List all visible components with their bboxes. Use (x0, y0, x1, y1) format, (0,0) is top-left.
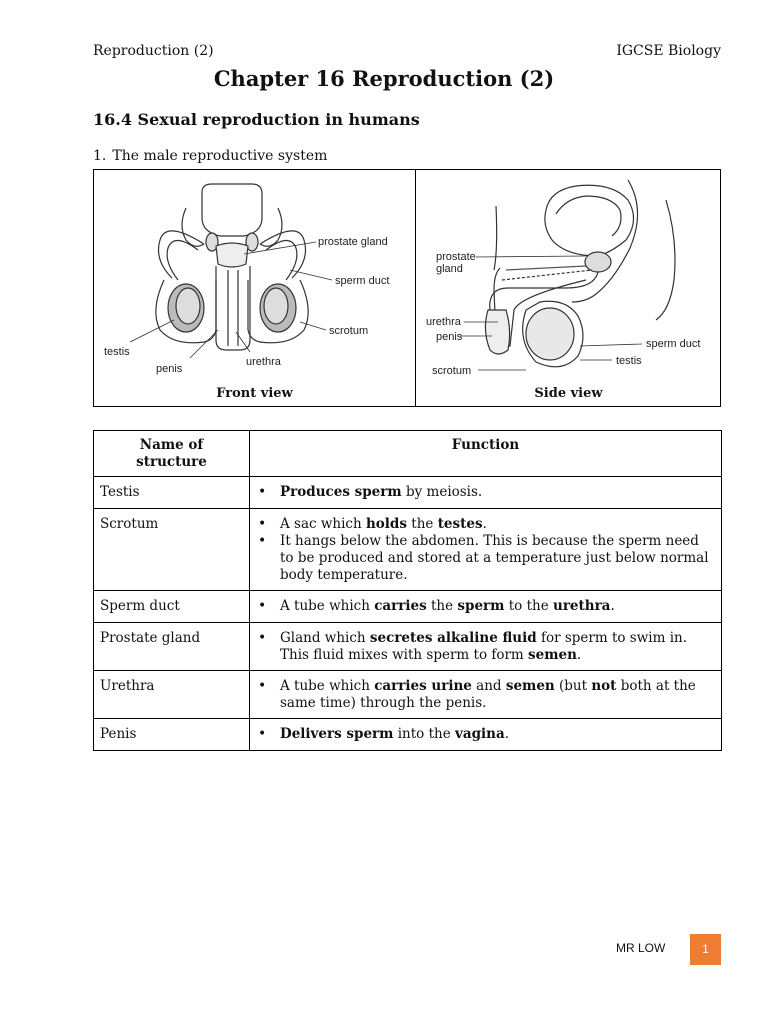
running-header-right: IGCSE Biology (616, 43, 721, 59)
label-side-urethra: urethra (426, 316, 461, 328)
row-name-urethra: Urethra (94, 671, 250, 719)
row-name-testis: Testis (94, 477, 250, 509)
bullet: • A tube which carries the sperm to the urethra. (280, 598, 713, 615)
table-row (94, 477, 722, 509)
row-function-sperm-duct (250, 591, 722, 623)
front-view-panel (94, 170, 415, 406)
row-name-sperm-duct: Sperm duct (94, 591, 250, 623)
label-penis: penis (156, 363, 183, 375)
label-prostate-gland: prostate gland (318, 236, 388, 248)
bullet: • A sac which holds the testes. (280, 516, 713, 533)
label-scrotum: scrotum (329, 325, 369, 337)
bullet: • Gland which secretes alkaline fluid for sperm to swim in. This fluid mixes with sperm to form semen. (280, 630, 713, 664)
row-name-scrotum: Scrotum (94, 509, 250, 591)
row-function-scrotum (250, 509, 722, 591)
reproductive-system-diagram (93, 169, 721, 407)
header-function: Function (250, 431, 722, 477)
header-name-line2: structure (136, 454, 207, 470)
bullet: • Produces sperm by meiosis. (280, 484, 713, 501)
table-row (94, 671, 722, 719)
row-function-urethra (250, 671, 722, 719)
label-urethra: urethra (246, 356, 281, 368)
table-row (94, 719, 722, 751)
bullet: • It hangs below the abdomen. This is because the sperm need to be produced and stored at a temperature just below normal body temperature. (280, 533, 713, 584)
section-heading: 16.4 Sexual reproduction in humans (93, 110, 420, 129)
table-row (94, 509, 722, 591)
label-sperm-duct: sperm duct (335, 275, 390, 287)
page-number-badge: 1 (690, 934, 721, 965)
bullet: • Delivers sperm into the vagina. (280, 726, 713, 743)
label-side-prostate: prostate (436, 251, 476, 263)
table-row (94, 591, 722, 623)
subsection-heading (93, 148, 327, 164)
table-header-row (94, 431, 722, 477)
chapter-title: Chapter 16 Reproduction (2) (213, 66, 555, 91)
row-name-penis: Penis (94, 719, 250, 751)
row-function-penis (250, 719, 722, 751)
header-name-line1: Name of (139, 437, 204, 453)
row-function-testis (250, 477, 722, 509)
table-row (94, 623, 722, 671)
bullet: • A tube which carries urine and semen (but not both at the same time) through the penis. (280, 678, 713, 712)
row-name-prostate-gland: Prostate gland (94, 623, 250, 671)
footer-author: MR LOW (616, 941, 666, 955)
front-view-caption: Front view (216, 386, 293, 401)
subsection-number: 1. (93, 148, 107, 164)
side-view-illustration (416, 170, 721, 380)
label-side-sperm-duct: sperm duct (646, 338, 701, 350)
structure-function-table (93, 430, 722, 751)
label-side-testis: testis (616, 355, 642, 367)
header-name-of-structure (94, 431, 250, 477)
front-view-illustration (94, 170, 415, 380)
label-side-scrotum: scrotum (432, 365, 472, 377)
label-side-prostate-gland: gland (436, 263, 463, 275)
side-view-panel (416, 170, 721, 406)
row-function-prostate-gland (250, 623, 722, 671)
subsection-text: The male reproductive system (112, 148, 328, 164)
side-view-caption: Side view (534, 386, 603, 401)
label-side-penis: penis (436, 331, 463, 343)
label-testis: testis (104, 346, 130, 358)
running-header-left: Reproduction (2) (93, 43, 214, 59)
